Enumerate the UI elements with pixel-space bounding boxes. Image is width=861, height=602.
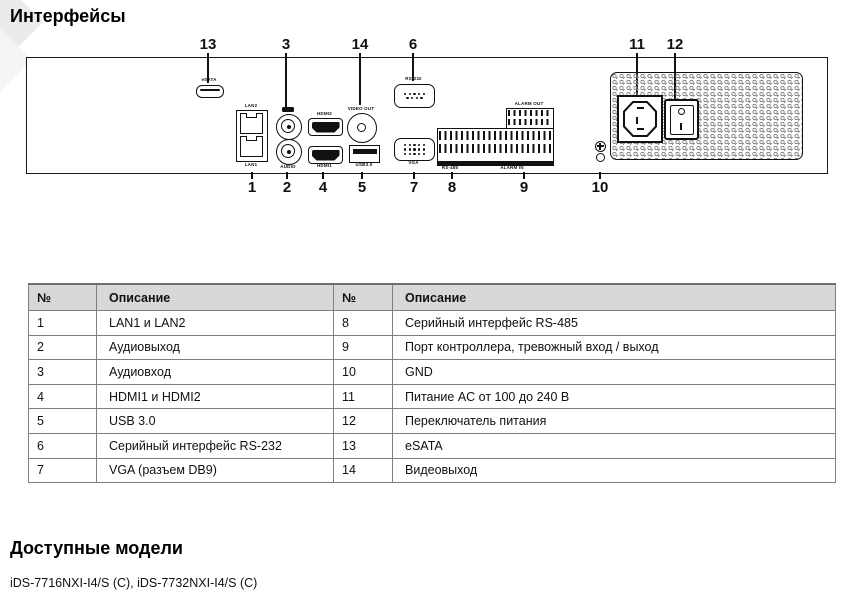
cell-desc: Видеовыход [393, 458, 836, 483]
alarm-in-label: ALARM IN [500, 165, 524, 170]
rs485-label: RS-485 [441, 165, 459, 170]
callout-10 [588, 172, 612, 196]
cell-num: 9 [334, 335, 393, 360]
callout-number: 2 [282, 179, 292, 196]
callout-8 [440, 172, 464, 196]
table-row [29, 433, 836, 458]
usb3-label: USB3.0 [355, 162, 373, 167]
leader-line [361, 172, 362, 179]
header-num-left: № [29, 284, 97, 311]
cell-desc: Серийный интерфейс RS-485 [393, 311, 836, 336]
esata-port-label: eSATA [201, 77, 217, 82]
power-switch [664, 99, 699, 140]
header-desc-right: Описание [393, 284, 836, 311]
cell-desc: Порт контроллера, тревожный вход / выход [393, 335, 836, 360]
power-pin [636, 117, 638, 124]
vga-port [394, 138, 435, 161]
cell-num: 7 [29, 458, 97, 483]
cell-desc: Аудиовход [97, 360, 334, 385]
callout-number: 6 [408, 36, 418, 53]
cell-num: 13 [334, 433, 393, 458]
cell-num: 10 [334, 360, 393, 385]
gnd-hole-icon [596, 153, 605, 162]
callout-number: 8 [447, 179, 457, 196]
callout-number: 9 [519, 179, 529, 196]
cell-desc: Аудиовыход [97, 335, 334, 360]
cell-desc: Переключатель питания [393, 409, 836, 434]
page-title: Интерфейсы [10, 6, 126, 26]
esata-port [196, 85, 224, 98]
leader-line [599, 172, 600, 179]
power-pin [637, 107, 644, 109]
leader-line [523, 172, 524, 179]
callout-4 [311, 172, 335, 196]
callout-13 [196, 36, 220, 83]
lan2-jack [240, 113, 263, 134]
lan1-label: LAN1 [244, 162, 258, 167]
table-row [29, 409, 836, 434]
audio-in-marker [282, 107, 294, 112]
cell-num: 4 [29, 384, 97, 409]
header-num-right: № [334, 284, 393, 311]
callout-number: 12 [666, 36, 684, 53]
pin-row [404, 144, 425, 146]
callout-1 [240, 172, 264, 196]
models-heading: Доступные модели [10, 538, 183, 558]
table-row [29, 384, 836, 409]
terminal-row [508, 110, 552, 116]
cell-desc: GND [393, 360, 836, 385]
cell-num: 8 [334, 311, 393, 336]
video-out-port [347, 113, 377, 143]
table-row [29, 335, 836, 360]
alarm-out-block [506, 108, 554, 130]
leader-line [451, 172, 452, 179]
rs232-label: RS-232 [405, 76, 422, 81]
leader-line [413, 172, 414, 179]
cell-num: 14 [334, 458, 393, 483]
switch-off-mark [678, 108, 685, 115]
gnd-screw-icon [595, 141, 606, 152]
cell-num: 3 [29, 360, 97, 385]
leader-line [286, 172, 287, 179]
leader-line [322, 172, 323, 179]
cell-num: 12 [334, 409, 393, 434]
pin-row [404, 153, 425, 155]
interface-table [28, 283, 836, 483]
callout-number: 5 [357, 179, 367, 196]
power-inlet [617, 95, 663, 143]
callout-number: 4 [318, 179, 328, 196]
callout-number: 13 [199, 36, 217, 53]
terminal-row [439, 144, 552, 153]
power-pin [637, 128, 644, 130]
cell-desc: HDMI1 и HDMI2 [97, 384, 334, 409]
header-desc-left: Описание [97, 284, 334, 311]
audio-in-jack [276, 114, 302, 140]
hdmi1-label: HDMI1 [316, 163, 332, 168]
pin-row [406, 97, 422, 99]
lan-ports [236, 110, 268, 162]
callout-9 [512, 172, 536, 196]
callout-14 [348, 36, 372, 105]
table-row [29, 458, 836, 483]
cell-desc: eSATA [393, 433, 836, 458]
leader-line [251, 172, 252, 179]
cell-num: 2 [29, 335, 97, 360]
callout-number: 14 [351, 36, 369, 53]
hdmi2-label: HDMI2 [316, 111, 332, 116]
callout-6 [401, 36, 425, 81]
pin-row [404, 148, 425, 150]
callout-number: 11 [629, 36, 645, 53]
table-row [29, 311, 836, 336]
lan1-jack [240, 136, 263, 157]
cell-num: 6 [29, 433, 97, 458]
vga-label: VGA [408, 160, 419, 165]
callout-number: 3 [281, 36, 291, 53]
cell-num: 5 [29, 409, 97, 434]
switch-on-mark [680, 123, 682, 130]
lan2-label: LAN2 [244, 103, 258, 108]
alarm-in-rs485-block [437, 128, 554, 166]
callout-number: 1 [247, 179, 257, 196]
rs232-port [394, 84, 435, 108]
callout-7 [402, 172, 426, 196]
callout-number: 7 [409, 179, 419, 196]
table-row [29, 360, 836, 385]
cell-desc: Серийный интерфейс RS-232 [97, 433, 334, 458]
leader-line [285, 53, 286, 107]
audio-label: AUDIO [280, 164, 296, 169]
terminal-row [439, 131, 552, 140]
callout-5 [350, 172, 374, 196]
usb3-port [349, 145, 380, 163]
pin-row [404, 93, 425, 95]
cell-desc: USB 3.0 [97, 409, 334, 434]
callout-number: 10 [591, 179, 609, 196]
cell-num: 1 [29, 311, 97, 336]
callout-2 [275, 172, 299, 196]
table-header-row [29, 284, 836, 311]
rear-panel-diagram [0, 0, 861, 230]
video-out-label: VIDEO OUT [347, 106, 375, 111]
hdmi2-port [308, 118, 343, 136]
hdmi1-port [308, 146, 343, 164]
cell-desc: VGA (разъем DB9) [97, 458, 334, 483]
cell-num: 11 [334, 384, 393, 409]
models-list: iDS-7716NXI-I4/S (C), iDS-7732NXI-I4/S (C) [10, 576, 258, 590]
cell-desc: Питание AC от 100 до 240 В [393, 384, 836, 409]
audio-out-jack [276, 139, 302, 165]
terminal-row [508, 119, 552, 125]
callout-3 [274, 36, 298, 107]
cell-desc: LAN1 и LAN2 [97, 311, 334, 336]
alarm-out-label: ALARM OUT [514, 101, 544, 106]
leader-line [359, 53, 360, 105]
